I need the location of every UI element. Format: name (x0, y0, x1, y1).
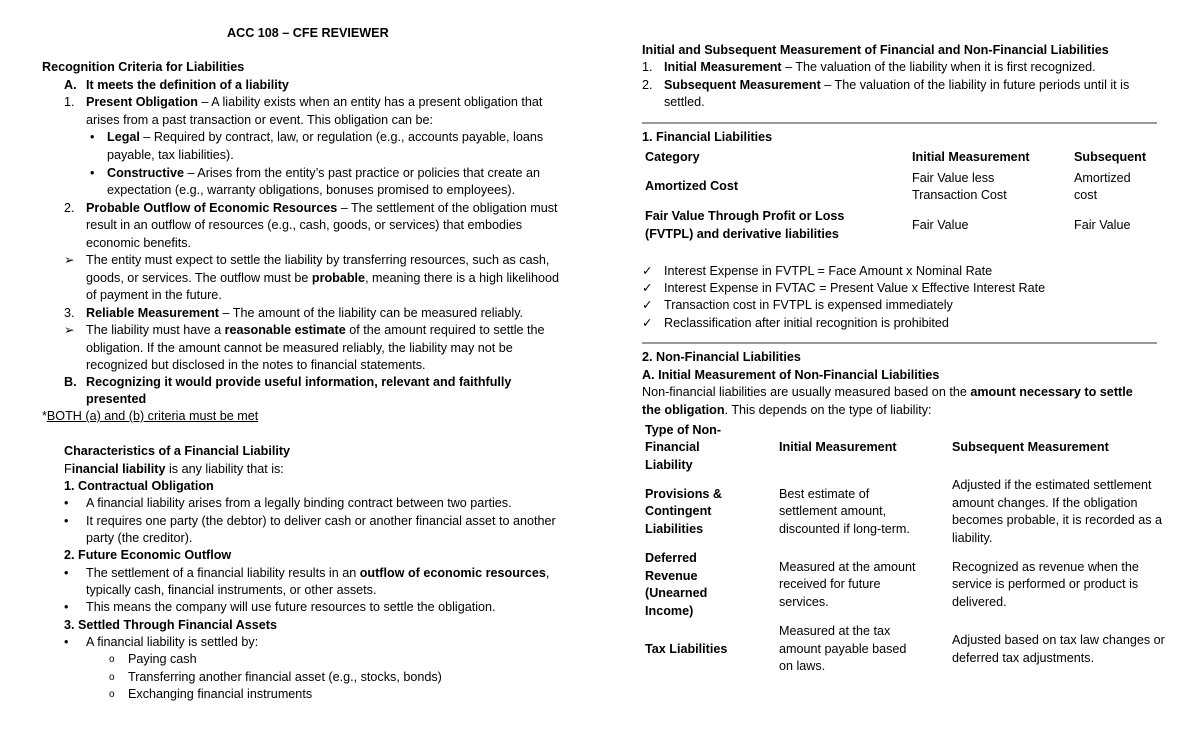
c2-bold: outflow of economic resources (359, 566, 546, 580)
bullet-icon: • (90, 166, 95, 180)
nf-intro-bold2: the obligation (642, 403, 725, 417)
c2-text-a: The settlement of a financial liability results in an (86, 566, 360, 580)
m2-title: Subsequent Measurement (664, 78, 821, 92)
nf-row-initial: Measured at the tax (779, 624, 891, 638)
nf-row-initial: on laws. (779, 659, 826, 673)
c3-bullet1: A financial liability is settled by: (86, 635, 259, 649)
constructive-text: – Arises from the entity’s past practice or policies that create an (183, 166, 541, 180)
constructive-line2: expectation (e.g., warranty obligations, bonuses promised to employees). (107, 183, 516, 197)
arrow2-line1 (86, 322, 545, 339)
fin-row2-category-2: (FVTPL) and derivative liabilities (645, 227, 839, 241)
nonfinancial-heading: 2. Non-Financial Liabilities (642, 350, 801, 364)
check-icon: ✓ (642, 281, 653, 295)
criterion-b-line2: presented (86, 392, 147, 406)
item2-text: – The settlement of the obligation must (337, 201, 558, 215)
check-item: Interest Expense in FVTPL = Face Amount x Nominal Rate (664, 264, 993, 278)
arrow1-bold: probable (311, 271, 366, 285)
nf-row-subsequent: delivered. (952, 595, 1007, 609)
fin-row1-initial-1: Fair Value less (912, 171, 995, 185)
note-text: BOTH (a) and (b) criteria must be met (46, 409, 259, 423)
item2-line3: economic benefits. (86, 236, 192, 250)
nf-intro-bold1: amount necessary to settle (970, 385, 1133, 399)
arrow1-line3: of payment in the future. (86, 288, 222, 302)
bullet-icon: • (64, 635, 69, 649)
nonfinancial-intro-line1 (642, 384, 1133, 401)
nf-row-type: Revenue (645, 569, 698, 583)
nf-row-subsequent: becomes probable, it is recorded as a (952, 513, 1163, 527)
m1-title: Initial Measurement (664, 60, 782, 74)
legal-line2: payable, tax liabilities). (107, 148, 234, 162)
item1-text: – A liability exists when an entity has a present obligation that (197, 95, 543, 109)
nf-row-subsequent: Adjusted if the estimated settlement (952, 478, 1152, 492)
circle-bullet-icon: o (109, 689, 115, 700)
nf-row-initial: services. (779, 595, 829, 609)
m1-marker: 1. (642, 60, 653, 74)
legal-text: – Required by contract, law, or regulation (e.g., accounts payable, loans (139, 130, 544, 144)
legal-line1 (107, 129, 543, 146)
fin-row1-subsequent-2: cost (1074, 188, 1098, 202)
fin-row1-subsequent-1: Amortized (1074, 171, 1131, 185)
arrow-bullet-icon: ➢ (64, 253, 75, 267)
nf-row-type: Income) (645, 604, 694, 618)
nf-row-initial: received for future (779, 577, 881, 591)
arrow2-line3: recognized but disclosed in the notes to financial statements. (86, 358, 426, 372)
bullet-icon: • (64, 514, 69, 528)
nf-row-type: Tax Liabilities (645, 642, 728, 656)
intro-rest: is any liability that is: (165, 462, 284, 476)
nf-row-type: Contingent (645, 504, 712, 518)
section-divider (642, 342, 1157, 344)
check-icon: ✓ (642, 298, 653, 312)
check-icon: ✓ (642, 316, 653, 330)
arrow2-line2: obligation. If the amount cannot be measured reliably, the liability may not be (86, 341, 513, 355)
constructive-title: Constructive (107, 166, 184, 180)
c3-heading: 3. Settled Through Financial Assets (64, 618, 277, 632)
item2-line1 (86, 200, 558, 217)
item1-title: Present Obligation (86, 95, 198, 109)
c3-sub-item: Exchanging financial instruments (128, 687, 313, 701)
characteristics-intro (64, 461, 284, 478)
check-icon: ✓ (642, 264, 653, 278)
bullet-icon: • (90, 130, 95, 144)
nf-header-initial: Initial Measurement (779, 440, 897, 454)
bullet-icon: • (64, 496, 69, 510)
check-item: Reclassification after initial recognition is prohibited (664, 316, 949, 330)
item2-title: Probable Outflow of Economic Resources (86, 201, 338, 215)
nf-intro-rest: . This depends on the type of liability: (724, 403, 932, 417)
legal-title: Legal (107, 130, 140, 144)
nf-row-initial: amount payable based (779, 642, 907, 656)
financial-heading: 1. Financial Liabilities (642, 130, 773, 144)
nf-row-initial: settlement amount, (779, 504, 887, 518)
arrow-bullet-icon: ➢ (64, 323, 75, 337)
nf-intro-text: Non-financial liabilities are usually measured based on the (642, 385, 971, 399)
nf-row-type: Liabilities (645, 522, 704, 536)
item1-line1 (86, 94, 542, 111)
m1-line (664, 59, 1096, 76)
nf-row-initial: Measured at the amount (779, 560, 916, 574)
fin-row1-category: Amortized Cost (645, 179, 739, 193)
item1-line2: arises from a past transaction or event. This obligation can be: (86, 113, 433, 127)
arrow1-text-b: , meaning there is a high likelihood (365, 271, 559, 285)
nf-header-type-1: Type of Non- (645, 423, 722, 437)
arrow1-line1: The entity must expect to settle the liability by transferring resources, such as cash, (86, 253, 550, 267)
item3-line1 (86, 305, 523, 322)
m2-marker: 2. (642, 78, 653, 92)
arrow2-text-b: of the amount required to settle the (345, 323, 545, 337)
m2-text: – The valuation of the liability in future periods until it is (820, 78, 1130, 92)
arrow2-text-a: The liability must have a (86, 323, 225, 337)
fin-col-header: Initial Measurement (912, 150, 1030, 164)
c2-bullet1-line1 (86, 565, 549, 582)
characteristics-heading: Characteristics of a Financial Liability (64, 444, 291, 458)
fin-row2-category-1: Fair Value Through Profit or Loss (645, 209, 845, 223)
item3-title: Reliable Measurement (86, 306, 219, 320)
nf-row-type: Provisions & (645, 487, 722, 501)
circle-bullet-icon: o (109, 672, 115, 683)
document-title: ACC 108 – CFE REVIEWER (227, 26, 389, 40)
nf-row-subsequent: amount changes. If the obligation (952, 496, 1138, 510)
recognition-heading: Recognition Criteria for Liabilities (42, 60, 245, 74)
criterion-a-label: It meets the definition of a liability (86, 78, 289, 92)
measurement-heading: Initial and Subsequent Measurement of Financial and Non-Financial Liabilities (642, 43, 1109, 57)
c1-bullet1: A financial liability arises from a legally binding contract between two parties. (86, 496, 512, 510)
nf-header-subsequent: Subsequent Measurement (952, 440, 1109, 454)
bullet-icon: • (64, 600, 69, 614)
criterion-b-marker: B. (64, 375, 77, 389)
check-item: Transaction cost in FVTPL is expensed immediately (664, 298, 953, 312)
item3-marker: 3. (64, 306, 75, 320)
bullet-icon: • (64, 566, 69, 580)
nf-header-type-3: Liability (645, 458, 693, 472)
fin-row2-initial: Fair Value (912, 218, 969, 232)
criterion-b-line1: Recognizing it would provide useful information, relevant and faithfully (86, 375, 512, 389)
nonfinancial-subheading: A. Initial Measurement of Non-Financial Liabilities (642, 368, 940, 382)
c1-bullet2-line1: It requires one party (the debtor) to deliver cash or another financial asset to another (86, 514, 556, 528)
item1-marker: 1. (64, 95, 75, 109)
item2-line2: result in an outflow of resources (e.g., cash, goods, or services) that embodies (86, 218, 523, 232)
arrow1-text-a: goods, or services. The outflow must be (86, 271, 312, 285)
nf-row-type: Deferred (645, 551, 697, 565)
nonfinancial-intro-line2 (642, 402, 932, 419)
arrow2-bold: reasonable estimate (224, 323, 346, 337)
nf-row-subsequent: liability. (952, 531, 993, 545)
intro-bold: inancial liability (71, 462, 166, 476)
criteria-note (42, 408, 258, 425)
fin-row1-initial-2: Transaction Cost (912, 188, 1007, 202)
check-item: Interest Expense in FVTAC = Present Value x Effective Interest Rate (664, 281, 1046, 295)
nf-row-subsequent: Recognized as revenue when the (952, 560, 1139, 574)
c1-bullet2-line2: party (the creditor). (86, 531, 193, 545)
circle-bullet-icon: o (109, 654, 115, 665)
c3-sub-item: Transferring another financial asset (e.g., stocks, bonds) (128, 670, 442, 684)
m2-line1 (664, 77, 1129, 94)
nf-row-subsequent: Adjusted based on tax law changes or (952, 633, 1165, 647)
note-asterisk: * (42, 409, 47, 423)
nf-row-subsequent: service is performed or product is (952, 577, 1139, 591)
c2-text-b: , (545, 566, 550, 580)
m2-line2: settled. (664, 95, 705, 109)
nf-row-type: (Unearned (645, 586, 708, 600)
constructive-line1 (107, 165, 540, 182)
fin-col-header: Subsequent (1074, 150, 1147, 164)
fin-row2-subsequent: Fair Value (1074, 218, 1131, 232)
c2-heading: 2. Future Economic Outflow (64, 548, 232, 562)
m1-text: – The valuation of the liability when it is first recognized. (781, 60, 1096, 74)
c3-sub-item: Paying cash (128, 652, 197, 666)
item2-marker: 2. (64, 201, 75, 215)
nf-header-type-2: Financial (645, 440, 700, 454)
c2-bullet1-line2: typically cash, financial instruments, or other assets. (86, 583, 377, 597)
section-divider (642, 122, 1157, 124)
item3-text: – The amount of the liability can be measured reliably. (219, 306, 524, 320)
fin-col-header: Category (645, 150, 700, 164)
arrow1-line2 (86, 270, 559, 287)
c1-heading: 1. Contractual Obligation (64, 479, 214, 493)
criterion-a-marker: A. (64, 78, 77, 92)
intro-f: F (64, 462, 72, 476)
nf-row-initial: discounted if long-term. (779, 522, 910, 536)
nf-row-initial: Best estimate of (779, 487, 870, 501)
nf-row-subsequent: deferred tax adjustments. (952, 651, 1095, 665)
c2-bullet2: This means the company will use future resources to settle the obligation. (86, 600, 496, 614)
